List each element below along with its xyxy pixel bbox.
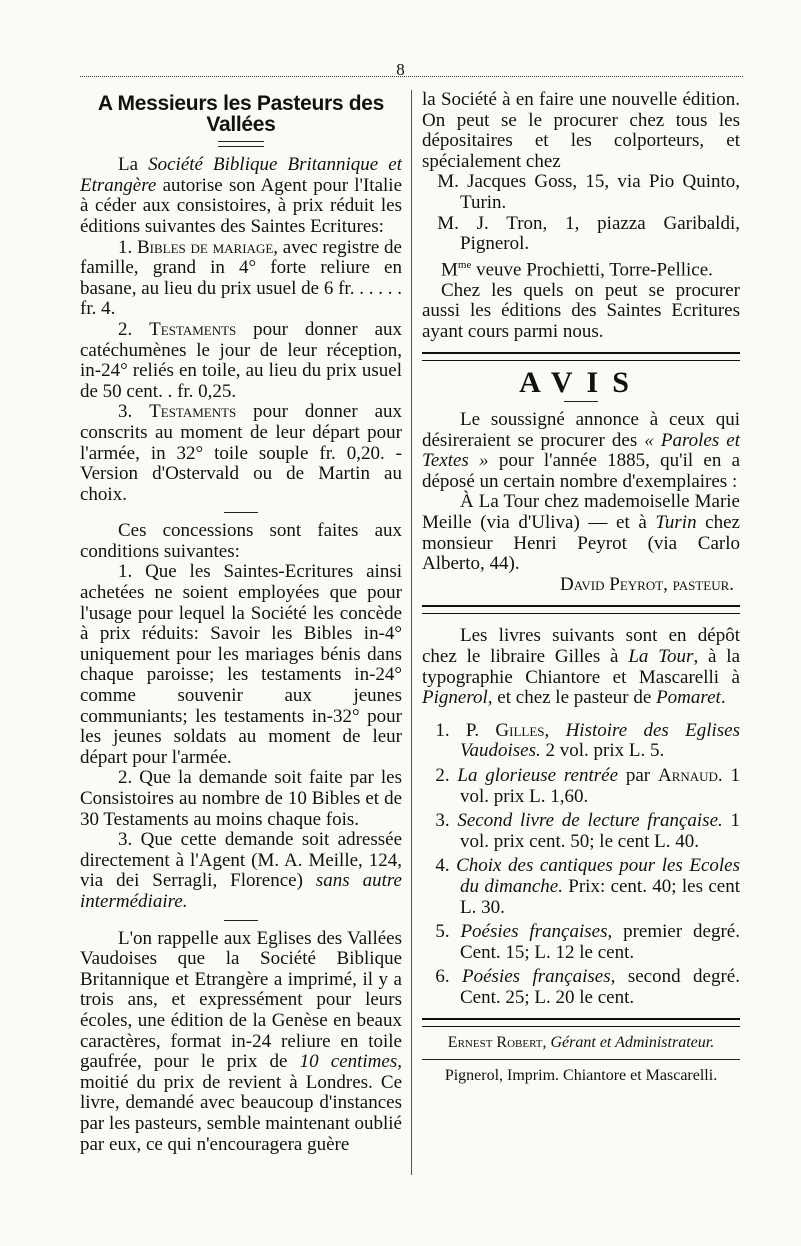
book-item: 5. Poésies françaises, premier degré. Cent. 15; L. 12 le cent. [435, 921, 740, 963]
item-testaments-24: 2. Testaments pour donner aux catéchumènes le jour de leur réception, in-24° reliés en toile, au lieu du prix usuel de 50 cent. . fr. 0,25. [80, 318, 402, 402]
genese-paragraph: L'on rappelle aux Eglises des Vallées Vaudoises que la Société Biblique Britannique et Etrangère a imprimé, il y a trois ans, et expressément pour leurs écoles, une édition de la Genèse en beaux caractères, format in-24 reliure en toile gaufrée, pour le prix de 10 centimes, moitié du prix de revient à Londres. Ce livre, demandé avec beaucoup d'instances par les pasteurs, semble maintenant oublié par eux, ce qui n'encouragera guère [80, 927, 402, 1155]
left-title: A Messieurs les Pasteurs des Vallées [97, 92, 385, 136]
page-number: 8 [396, 60, 405, 79]
condition-2: 2. Que la demande soit faite par les Consistoires au nombre de 10 Bibles et de 30 Testaments au moins chaque fois. [80, 767, 402, 830]
genese-continued: la Société à en faire une nouvelle édition. On peut se le procurer chez tous les dépositaires et les colporteurs, et spécialement chez [422, 89, 740, 172]
section-rule [224, 512, 258, 513]
left-column [80, 90, 402, 1155]
book-item: 4. Choix des cantiques pour les Ecoles du dimanche. Prix: cent. 40; les cent L. 30. [435, 855, 740, 918]
section-rule [224, 920, 258, 921]
conditions-intro: Ces concessions sont faites aux conditions suivantes: [80, 520, 402, 562]
item-bibles-mariage: 1. Bibles de mariage, avec registre de famille, grand in 4° forte reliure en basane, au lieu du prix usuel de 6 fr. . . . . . fr. 4. [80, 236, 402, 320]
address-goss: M. Jacques Goss, 15, via Pio Quinto, Turin. [437, 171, 740, 213]
book-item: 3. Second livre de lecture française. 1 vol. prix cent. 50; le cent L. 40. [435, 810, 741, 852]
condition-1: 1. Que les Saintes-Ecritures ainsi achetées ne soient employées que pour l'usage pour lequel la Société les concède à prix réduits: Savoir les Bibles in-4° uniquement pour les mariages bénis dans chaque paroisse; les testaments in-24° comme souvenir aux jeunes communiants; les testaments in-32° pour les jeunes soldats au moment de leur départ pour l'armée. [80, 561, 402, 768]
top-rule [80, 76, 743, 77]
intro-paragraph: La Société Biblique Britannique et Etrangère autorise son Agent pour l'Italie à céder aux consistoires, à prix réduit les éditions suivantes des Saintes Ecritures: [80, 154, 402, 237]
separator-rule [422, 605, 740, 614]
gerant-line: Ernest Robert, Gérant et Administrateur. [447, 1034, 715, 1052]
book-item: 1. P. Gilles, Histoire des Eglises Vaudoises. 2 vol. prix L. 5. [435, 719, 740, 762]
separator-rule [422, 352, 740, 361]
avis-paragraph: Le soussigné annonce à ceux qui désireraient se procurer des « Paroles et Textes » pour l'année 1885, qu'il en a déposé un certain nombre d'exemplaires : [422, 409, 741, 492]
address-tron: M. J. Tron, 1, piazza Garibaldi, Pignerol. [437, 212, 740, 255]
books-intro: Les livres suivants sont en dépôt chez le libraire Gilles à La Tour, à la typographie Chiantore et Mascarelli à Pignerol, et chez le pasteur de Pomaret. [422, 625, 741, 709]
editions-paragraph: Chez les quels on peut se procurer aussi les éditions des Saintes Ecritures ayant cours parmi nous. [422, 279, 740, 342]
column-divider [411, 90, 412, 1175]
imprint-line: Pignerol, Imprim. Chiantore et Mascarelli. [444, 1067, 718, 1085]
right-column [422, 90, 740, 1087]
condition-3: 3. Que cette demande soit adressée directement à l'Agent (M. A. Meille, 124, via dei Serragli, Florence) sans autre intermédiaire. [80, 829, 402, 912]
signature: David Peyrot, pasteur. [559, 573, 734, 595]
section-rule [564, 401, 598, 402]
separator-rule [422, 1018, 740, 1027]
book-item: 2. La glorieuse rentrée par Arnaud. 1 vol. prix L. 1,60. [435, 764, 741, 807]
address-prochietti: $M^{me}$ veuve Prochietti, Torre-Pellice. [441, 258, 713, 281]
title-rule [218, 141, 264, 147]
avis-locations: À La Tour chez mademoiselle Marie Meille (via d'Uliva) — et à Turin chez monsieur Henri Peyrot (via Carlo Alberto, 44). [422, 491, 740, 575]
avis-title: AVIS [519, 366, 643, 400]
item-testaments-32: 3. Testaments pour donner aux conscrits au moment de leur départ pour l'armée, in 32° toile souple fr. 0,20. - Version d'Ostervald ou de Martin au choix. [80, 401, 402, 505]
book-item: 6. Poésies françaises, second degré. Cent. 25; L. 20 le cent. [435, 966, 740, 1008]
